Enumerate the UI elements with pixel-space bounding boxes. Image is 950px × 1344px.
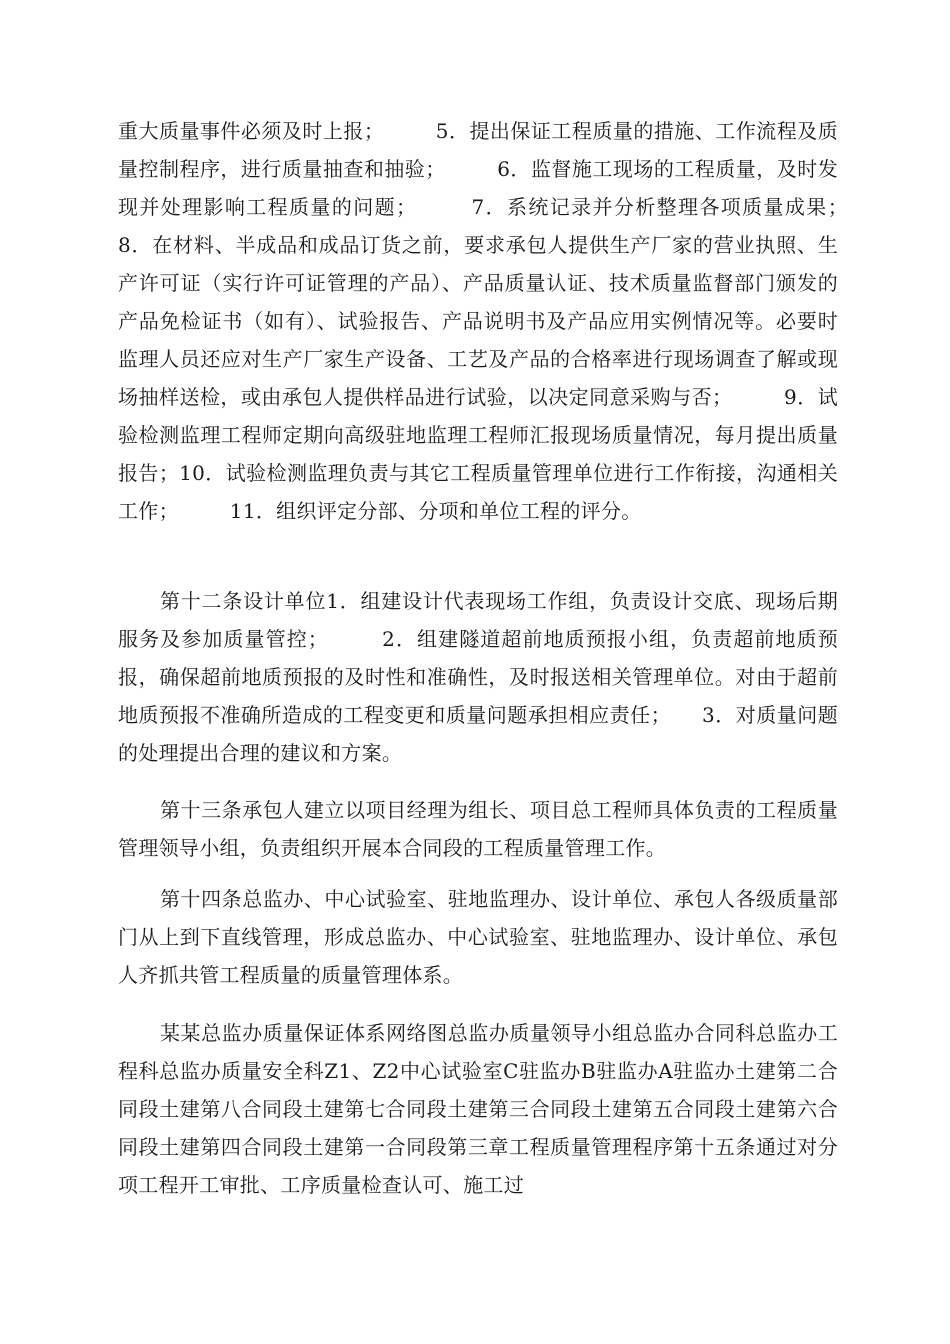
paragraph-supervision-duties: 重大质量事件必须及时上报； 5．提出保证工程质量的措施、工作流程及质量控制程序，进行质量抽查和抽验； 6．监督施工现场的工程质量，及时发现并处理影响工程质量的问题； 7．系统记录并分析整理各项质量成果； 8．在材料、半成品和成品订货之前，要求承包人提供生产厂家的营业执照、生产许可证（实行许可证管理的产品）、产品质量认证、技术质量监督部门颁发的产品免检证书（如有）、试验报告、产品说明书及产品应用实例情况等。必要时监理人员还应对生产厂家生产设备、工艺及产品的合格率进行现场调查了解或现场抽样送检，或由承包人提供样品进行试验，以决定同意采购与否； 9．试验检测监理工程师定期向高级驻地监理工程师汇报现场质量情况，每月提出质量报告；10．试验检测监理负责与其它工程质量管理单位进行工作衔接，沟通相关工作； 11．组织评定分部、分项和单位工程的评分。 — [118, 119, 899, 523]
paragraph-article-12-design-unit: 第十二条设计单位1．组建设计代表现场工作组，负责设计交底、现场后期服务及参加质量管控； 2．组建隧道超前地质预报小组，负责超前地质预报，确保超前地质预报的及时性和准确性，及时报送相关管理单位。对由于超前地质预报不准确所造成的工程变更和质量问题承担相应责任； 3．对质量问题的处理提出合理的建议和方案。 — [118, 589, 838, 765]
paragraph-article-13-contractor: 第十三条承包人建立以项目经理为组长、项目总工程师具体负责的工程质量管理领导小组，负责组织开展本合同段的工程质量管理工作。 — [118, 798, 838, 860]
paragraph-article-14-management-system: 第十四条总监办、中心试验室、驻地监理办、设计单位、承包人各级质量部门从上到下直线管理，形成总监办、中心试验室、驻地监理办、设计单位、承包人齐抓共管工程质量的质量管理体系。 — [118, 887, 838, 987]
paragraph-network-diagram-and-chapter-3: 某某总监办质量保证体系网络图总监办质量领导小组总监办合同科总监办工程科总监办质量安全科Z1、Z2中心试验室C驻监办B驻监办A驻监办土建第二合同段土建第八合同段土建第七合同段土建第三合同段土建第五合同段土建第六合同段土建第四合同段土建第一合同段第三章工程质量管理程序第十五条通过对分项工程开工审批、工序质量检查认可、施工过 — [118, 1021, 838, 1197]
